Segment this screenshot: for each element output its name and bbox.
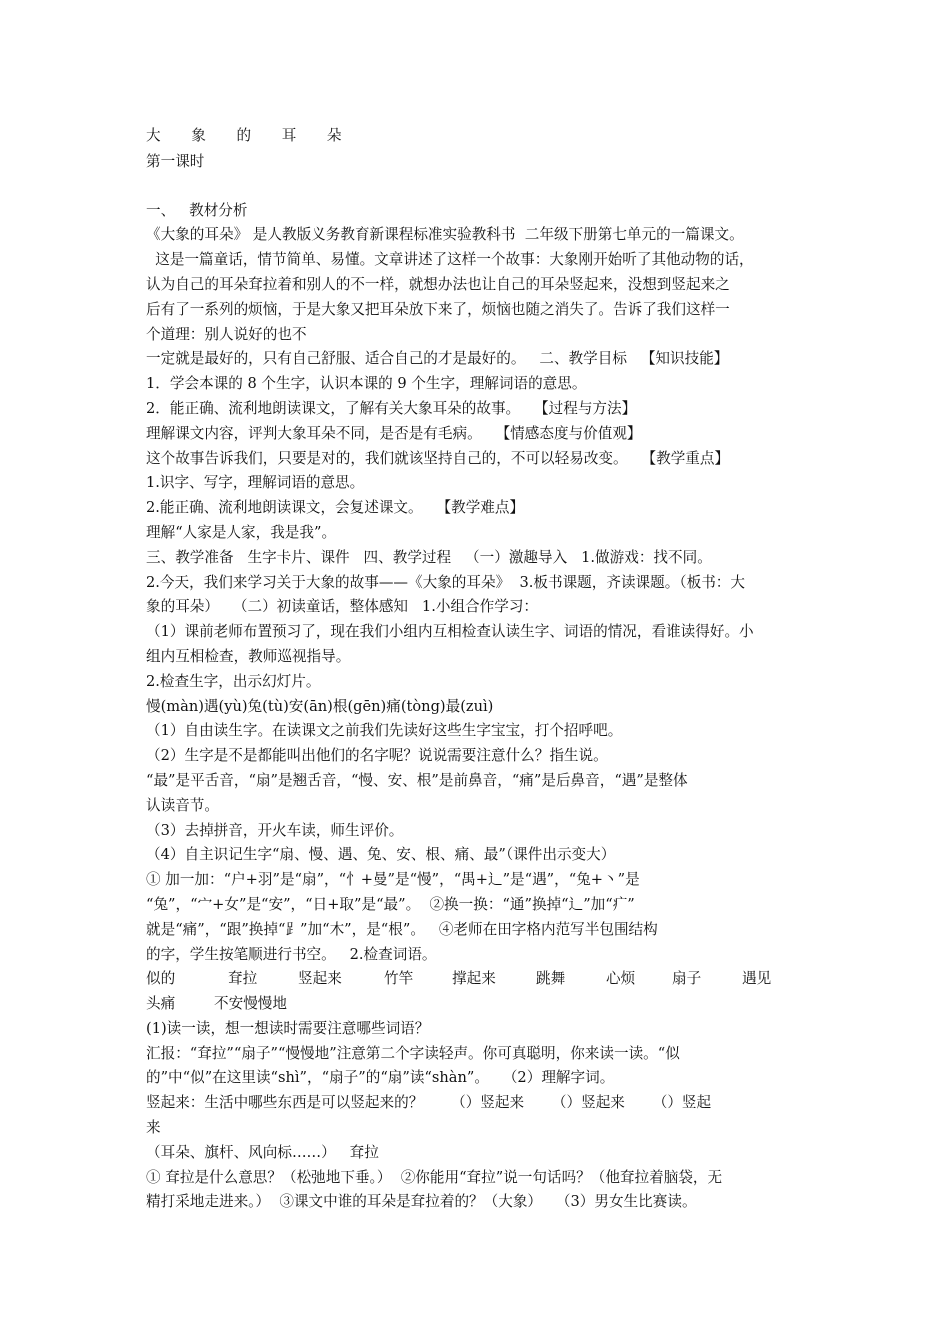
word-item: 扇子 [672,970,702,988]
blank-line [146,175,814,199]
text-line: “最”是平舌音，“扇”是翘舌音，“慢、安、根”是前鼻音，“痛”是后鼻音，“遇”是整体 [146,771,688,789]
word-item: 竖起来 [298,970,342,988]
word-item: 跳舞 [536,970,566,988]
text-line: 1．学会本课的 8 个生字，认识本课的 9 个生字，理解词语的意思。 [146,375,587,393]
word-item: 撑起来 [452,970,496,988]
text-line: 的”中“似”在这里读“shì”，“扇子”的“扇”读“shàn”。 （2）理解字词。 [146,1069,615,1087]
text-line: 认读音节。 [146,796,219,814]
text-line: 一、 教材分析 [146,201,248,219]
text-line: （耳朵、旗杆、风向标……） 耷拉 [146,1143,379,1161]
text-line: 理解“人家是人家，我是我”。 [146,523,337,541]
text-line: 这个故事告诉我们，只要是对的，我们就该坚持自己的，不可以轻易改变。 【教学重点】 [146,449,730,467]
text-line: ① 耷拉是什么意思？（松弛地下垂。） ②你能用“耷拉”说一句话吗？（他耷拉着脑袋，无 [146,1168,723,1186]
word-item: 遇见 [742,970,772,988]
text-line: 汇报：“耷拉”“扇子”“慢慢地”注意第二个字读轻声。你可真聪明，你来读一读。“似 [146,1044,680,1062]
word-item: 似的 [146,970,176,988]
text-line: “兔”，“宀+女”是“安”，“日+取”是“最”。 ②换一换：“通”换掉“辶”加“疒” [146,895,635,913]
text-line: 1.识字、写字，理解词语的意思。 [146,474,365,492]
text-line: 《大象的耳朵》 是人教版义务教育新课程标准实验教科书 二年级下册第七单元的一篇课文。 [146,226,744,244]
text-line: 的字，学生按笔顺进行书空。 2.检查词语。 [146,945,437,963]
text-line: （3）去掉拼音，开火车读，师生评价。 [146,821,404,839]
text-line: 这是一篇童话，情节简单、易懂。文章讲述了这样一个故事：大象刚开始听了其他动物的话， [146,251,754,269]
word-item: 不安慢慢地 [214,995,287,1013]
text-line: 2.能正确、流利地朗读课文，会复述课文。 【教学难点】 [146,499,525,517]
text-line: 组内互相检查，教师巡视指导。 [146,647,351,665]
word-item: 心烦 [606,970,636,988]
lesson-period: 第一课时 [146,152,205,170]
text-line: 个道理：别人说好的也不 [146,325,307,343]
document-page [146,124,814,1215]
text-line: 2．能正确、流利地朗读课文，了解有关大象耳朵的故事。 【过程与方法】 [146,399,637,417]
text-line: 2.检查生字，出示幻灯片。 [146,672,321,690]
word-list-row [146,967,814,992]
text-line: 竖起来：生活中哪些东西是可以竖起来的？ （）竖起来 （）竖起来 （）竖起 [146,1094,712,1112]
word-item: 头痛 [146,995,176,1013]
text-line: 象的耳朵） （二）初读童话，整体感知 1.小组合作学习： [146,598,539,616]
text-line: 一定就是最好的，只有自己舒服、适合自己的才是最好的。 二、教学目标 【知识技能】 [146,350,729,368]
text-line: （2）生字是不是都能叫出他们的名字呢？说说需要注意什么？指生说。 [146,747,608,765]
word-item: 耷拉 [228,970,258,988]
text-line: （4）自主识记生字“扇、慢、遇、兔、安、根、痛、最”（课件出示变大） [146,846,616,864]
pinyin-line: 慢(màn)遇(yù)兔(tù)安(ān)根(gēn)痛(tòng)最(zuì) [146,697,494,715]
text-line: 就是“痛”，“跟”换掉“⻊”加“木”，是“根”。 ④老师在田字格内范写半包围结构 [146,920,658,938]
text-line: 来 [146,1119,161,1137]
text-line: ① 加一加：“户+羽”是“扇”，“忄+曼”是“慢”，“禺+辶”是“遇”，“兔+丶”是 [146,871,640,889]
text-line: 三、教学准备 生字卡片、课件 四、教学过程 （一）激趣导入 1.做游戏：找不同。 [146,548,712,566]
text-line: 理解课文内容，评判大象耳朵不同，是否是有毛病。 【情感态度与价值观】 [146,424,642,442]
text-line: 精打采地走进来。） ③课文中谁的耳朵是耷拉着的？（大象） （3）男女生比赛读。 [146,1193,697,1211]
text-line: (1)读一读，想一想读时需要注意哪些词语？ [146,1019,430,1037]
text-line: （1）课前老师布置预习了，现在我们小组内互相检查认读生字、词语的情况，看谁读得好。小 [146,623,754,641]
text-line: 后有了一系列的烦恼，于是大象又把耳朵放下来了，烦恼也随之消失了。告诉了我们这样一 [146,300,730,318]
word-item: 竹竿 [384,970,414,988]
word-list-row [146,992,814,1017]
document-title: 大 象 的 耳 朵 [146,127,355,144]
text-line: 认为自己的耳朵耷拉着和别人的不一样，就想办法也让自己的耳朵竖起来，没想到竖起来之 [146,275,730,293]
text-line: （1）自由读生字。在读课文之前我们先读好这些生字宝宝，打个招呼吧。 [146,722,623,740]
text-line: 2.今天，我们来学习关于大象的故事——《大象的耳朵》 3.板书课题，齐读课题。（板书：大 [146,573,745,591]
